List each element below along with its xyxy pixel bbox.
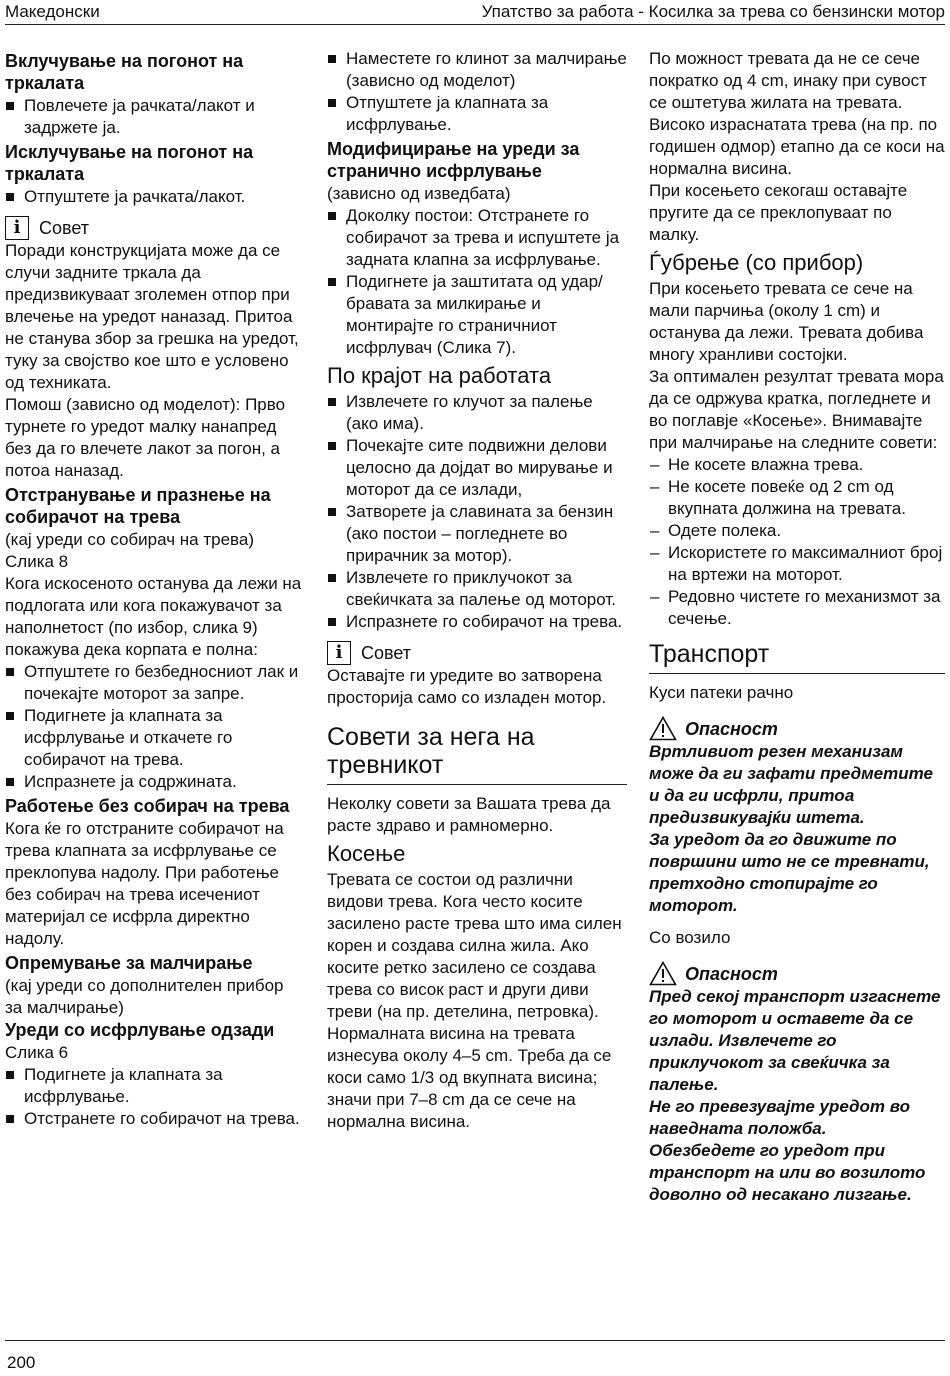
header-language: Македонски xyxy=(5,2,100,21)
footer-divider xyxy=(5,1340,945,1341)
list-item: – Редовно чистете го механизмот за сечење. xyxy=(649,586,945,630)
list-item: Доколку постои: Отстранете го собирачот за трева и испуштете ја задната клапна за исфрлување. xyxy=(327,205,627,271)
bullet-list xyxy=(5,1064,305,1130)
chapter-heading: Транспорт xyxy=(649,640,945,674)
column-1 xyxy=(5,48,305,1130)
list-item: Подигнете ја заштитата од удар/бравата за милкирање и монтирајте го страничниот исфрлувач (Слика 7). xyxy=(327,271,627,359)
note-label: Совет xyxy=(361,643,412,663)
warning-triangle-icon xyxy=(649,961,677,986)
dash-list xyxy=(649,454,945,630)
paragraph: Високо израснатата трева (на пр. по годишен одмор) етапно да се коси на нормална висина. xyxy=(649,115,945,178)
list-item: – Не косете повеќе од 2 cm од вкупната должина на тревата. xyxy=(649,476,945,520)
list-item: Подигнете ја клапната за исфрлување. xyxy=(5,1064,305,1108)
warning-label: Опасност xyxy=(685,718,778,739)
paragraph: Оставајте ги уредите во затворена просторија само со изладен мотор. xyxy=(327,666,607,707)
list-item: Извлечете го клучот за палење (ако има). xyxy=(327,391,627,435)
section-heading: Работење без собирач на трева xyxy=(5,796,290,816)
bullet-list xyxy=(327,391,627,633)
list-item: Отпуштете го безбедносниот лак и почекајте моторот за запре. xyxy=(5,661,305,705)
paragraph: Не го превезувајте уредот во наведната положба. xyxy=(649,1097,910,1138)
section-heading: Модифицирање на уреди за странично исфрлување xyxy=(327,139,580,181)
chapter-heading: Совети за нега на тревникот xyxy=(327,723,627,785)
info-icon: i xyxy=(5,216,29,240)
paragraph: Слика 8 xyxy=(5,552,69,571)
paragraph: Вртливиот резен механизам може да ги зафати предметите и да ги исфрли, притоа предизвикувајќи штета. xyxy=(649,742,933,827)
list-item: Подигнете ја клапната за исфрлување и откачете го собирачот на трева. xyxy=(5,705,305,771)
list-item: Наместете го клинот за малчирање (зависно од моделот) xyxy=(327,48,627,92)
paragraph: (кај уреди со собирач на трева) xyxy=(5,530,254,549)
warning-header xyxy=(649,716,945,741)
section-heading: Вклучување на погонот на тркалата xyxy=(5,51,244,93)
paragraph: Помош (зависно од моделот): Прво турнете го уредот малку нанапред без да го влечете лакот за погон, а потоа наназад. xyxy=(5,395,286,480)
paragraph: При косењето секогаш оставајте пругите да се преклопуваат по малку. xyxy=(649,181,908,244)
list-item: Испразнете ја содржината. xyxy=(5,771,305,793)
list-item: Отстранете го собирачот на трева. xyxy=(5,1108,305,1130)
section-heading: Косење xyxy=(327,841,406,866)
list-item: – Одете полека. xyxy=(649,520,945,542)
list-item: Почекајте сите подвижни делови целосно да дојдат во мирување и моторот да се излади, xyxy=(327,435,627,501)
warning-triangle-icon xyxy=(649,716,677,741)
warning-text xyxy=(649,741,945,917)
section-heading: Ѓубрење (со прибор) xyxy=(649,250,864,275)
section-heading: Отстранување и празнење на собирачот на трева xyxy=(5,485,271,527)
paragraph: Слика 6 xyxy=(5,1043,69,1062)
subsection-heading: Со возило xyxy=(649,928,731,947)
list-item: Повлечете ја рачката/лакот и задржете ја. xyxy=(5,95,305,139)
column-2 xyxy=(327,48,627,1133)
subsection-heading: Куси патеки рачно xyxy=(649,683,794,702)
section-heading: По крајот на работата xyxy=(327,363,552,388)
paragraph: Кога искосеното останува да лежи на подлогата или кога покажувачот за наполнетост (по избор, слика 9) покажува дека корпата е полна: xyxy=(5,574,302,659)
warning-header xyxy=(649,961,945,986)
info-icon: i xyxy=(327,641,351,665)
list-item: – Искористете го максималниот број на вртежи на моторот. xyxy=(649,542,945,586)
bullet-list xyxy=(327,48,627,136)
section-heading: Опремување за малчирање xyxy=(5,953,253,973)
list-item: – Не косете влажна трева. xyxy=(649,454,945,476)
list-item: Затворете ја славината за бензин (ако постои – погледнете во прирачник за мотор). xyxy=(327,501,627,567)
paragraph: При косењето тревата се сече на мали парчиња (околу 1 cm) и останува да лежи. Тревата добива многу хранливи состојки. xyxy=(649,279,924,364)
paragraph: Обезбедете го уредот при транспорт на или во возилото доволно од несакано лизгање. xyxy=(649,1141,926,1204)
note-label: Совет xyxy=(39,218,90,238)
list-item: Отпуштете ја клапната за исфрлување. xyxy=(327,92,627,136)
paragraph: По можност тревата да не се сече пократко од 4 cm, инаку при сувост се оштетува жилата на тревата. xyxy=(649,49,927,112)
header-title: Упатство за работа - Косилка за трева со бензински мотор xyxy=(481,2,945,21)
warning-label: Опасност xyxy=(685,963,778,984)
page-number: 200 xyxy=(7,1353,36,1372)
paragraph: (зависно од изведбата) xyxy=(327,184,511,203)
bullet-list xyxy=(5,661,305,793)
paragraph: (кај уреди со дополнителен прибор за малчирање) xyxy=(5,976,284,1017)
paragraph: Тревата се состои од различни видови трева. Кога често косите засилено расте трева што има силен корен и создава силна жила. Ако косите ретко засилено се создава трева со висок раст и други диви треви (на пр. детелина, петровка). xyxy=(327,870,622,1021)
bullet-list xyxy=(5,186,305,208)
paragraph: Неколку совети за Вашата трева да расте здраво и рамномерно. xyxy=(327,794,611,835)
note-header xyxy=(5,216,305,240)
bullet-list xyxy=(5,95,305,139)
paragraph: Кога ќе го отстраните собирачот на трева клапната за исфрлување се преклопува надолу. При работење без собирач на трева исечениот материјал се исфрла директно надолу. xyxy=(5,819,284,948)
warning-text xyxy=(649,986,945,1206)
paragraph: Пред секој транспорт изгаснете го моторот и оставете да се излади. Извлечете го приклучокот за свеќичка за палење. xyxy=(649,987,941,1094)
paragraph: За оптимален резултат тревата мора да се одржува кратка, погледнете и во поглавје «Косење». Внимавајте при малчирање на следните совети: xyxy=(649,367,944,452)
section-heading: Уреди со исфрлување одзади xyxy=(5,1020,275,1040)
list-item: Извлечете го приклучокот за свеќичката за палење од моторот. xyxy=(327,567,627,611)
page-header xyxy=(5,2,945,25)
list-item: Испразнете го собирачот на трева. xyxy=(327,611,627,633)
paragraph: За уредот да го движите по површини што не се тревнати, претходно стопирајте го моторот. xyxy=(649,830,930,915)
note-header xyxy=(327,641,627,665)
list-item: Отпуштете ја рачката/лакот. xyxy=(5,186,305,208)
column-3 xyxy=(649,48,945,1206)
paragraph: Нормалната висина на тревата изнесува околу 4–5 cm. Треба да се коси само 1/3 од вкупната висина; значи при 7–8 cm да се сече на нормална висина. xyxy=(327,1024,612,1131)
bullet-list xyxy=(327,205,627,359)
section-heading: Исклучување на погонот на тркалата xyxy=(5,142,254,184)
paragraph: Поради конструкцијата може да се случи задните тркала да предизвикуваат зголемен отпор при влечење на уредот наназад. Притоа не станува збор за грешка на уредот, туку за својство кое што е условено од техниката. xyxy=(5,241,299,392)
